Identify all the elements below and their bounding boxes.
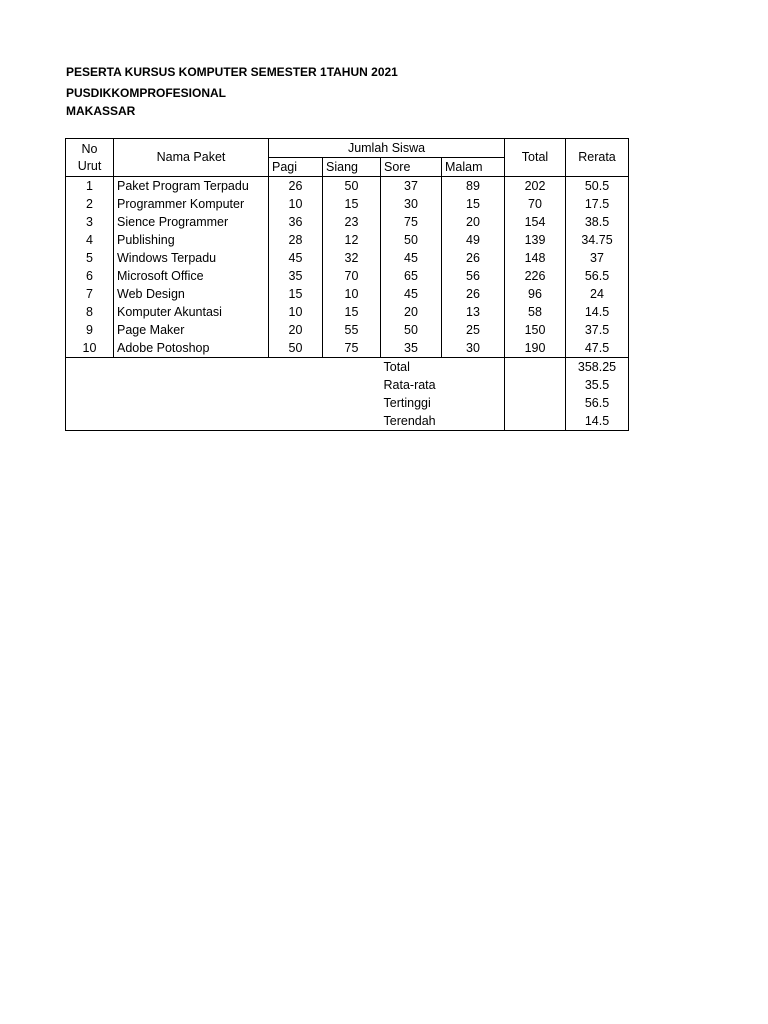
- cell-pagi: 10: [269, 303, 323, 321]
- cell-pagi: 28: [269, 231, 323, 249]
- cell-siang: 15: [323, 195, 381, 213]
- cell-total: 139: [505, 231, 566, 249]
- cell-pagi: 36: [269, 213, 323, 231]
- cell-sore: 30: [381, 195, 442, 213]
- cell-malam: 49: [442, 231, 505, 249]
- cell-nama-paket: Page Maker: [114, 321, 269, 339]
- summary-row: [66, 376, 629, 394]
- cell-total: 148: [505, 249, 566, 267]
- cell-siang: 10: [323, 285, 381, 303]
- cell-siang: 12: [323, 231, 381, 249]
- cell-nama-paket: Web Design: [114, 285, 269, 303]
- table-row: [66, 177, 629, 196]
- cell-sore: 50: [381, 231, 442, 249]
- summary-value: 56.5: [566, 394, 629, 412]
- cell-siang: 32: [323, 249, 381, 267]
- cell-no: 2: [66, 195, 114, 213]
- header-pagi: Pagi: [269, 158, 323, 177]
- summary-total-blank: [505, 394, 566, 412]
- summary-value: 358.25: [566, 358, 629, 377]
- cell-siang: 70: [323, 267, 381, 285]
- summary-blank: [66, 394, 381, 412]
- document-title: PESERTA KURSUS KOMPUTER SEMESTER 1TAHUN 2021: [66, 65, 398, 79]
- cell-rerata: 47.5: [566, 339, 629, 358]
- table-row: [66, 249, 629, 267]
- table-row: [66, 213, 629, 231]
- summary-label: Rata-rata: [381, 376, 505, 394]
- organization-name: PUSDIKKOMPROFESIONAL: [66, 86, 227, 100]
- header-rerata: Rerata: [566, 139, 629, 177]
- cell-siang: 23: [323, 213, 381, 231]
- cell-nama-paket: Programmer Komputer: [114, 195, 269, 213]
- cell-sore: 45: [381, 285, 442, 303]
- cell-nama-paket: Microsoft Office: [114, 267, 269, 285]
- cell-siang: 75: [323, 339, 381, 358]
- cell-nama-paket: Windows Terpadu: [114, 249, 269, 267]
- summary-label: Tertinggi: [381, 394, 505, 412]
- table-row: [66, 231, 629, 249]
- cell-nama-paket: Komputer Akuntasi: [114, 303, 269, 321]
- summary-value: 35.5: [566, 376, 629, 394]
- summary-blank: [66, 358, 381, 377]
- cell-nama-paket: Sience Programmer: [114, 213, 269, 231]
- cell-pagi: 45: [269, 249, 323, 267]
- cell-siang: 15: [323, 303, 381, 321]
- cell-rerata: 14.5: [566, 303, 629, 321]
- cell-total: 202: [505, 177, 566, 196]
- cell-malam: 20: [442, 213, 505, 231]
- table-row: [66, 195, 629, 213]
- cell-pagi: 15: [269, 285, 323, 303]
- cell-nama-paket: Paket Program Terpadu: [114, 177, 269, 196]
- cell-siang: 55: [323, 321, 381, 339]
- summary-total-blank: [505, 412, 566, 431]
- table-row: [66, 321, 629, 339]
- summary-total-blank: [505, 358, 566, 377]
- cell-rerata: 37.5: [566, 321, 629, 339]
- summary-value: 14.5: [566, 412, 629, 431]
- header-siang: Siang: [323, 158, 381, 177]
- cell-total: 58: [505, 303, 566, 321]
- cell-rerata: 34.75: [566, 231, 629, 249]
- summary-row: [66, 394, 629, 412]
- summary-total-blank: [505, 376, 566, 394]
- cell-total: 150: [505, 321, 566, 339]
- table-row: [66, 339, 629, 358]
- header-nama-paket: Nama Paket: [114, 139, 269, 177]
- cell-pagi: 26: [269, 177, 323, 196]
- cell-sore: 75: [381, 213, 442, 231]
- summary-blank: [66, 412, 381, 431]
- cell-sore: 20: [381, 303, 442, 321]
- cell-rerata: 24: [566, 285, 629, 303]
- cell-total: 154: [505, 213, 566, 231]
- cell-nama-paket: Adobe Potoshop: [114, 339, 269, 358]
- summary-label: Total: [381, 358, 505, 377]
- cell-sore: 37: [381, 177, 442, 196]
- cell-no: 7: [66, 285, 114, 303]
- header-sore: Sore: [381, 158, 442, 177]
- cell-no: 10: [66, 339, 114, 358]
- summary-row: [66, 358, 629, 377]
- participants-table: [65, 138, 629, 431]
- cell-pagi: 10: [269, 195, 323, 213]
- cell-malam: 15: [442, 195, 505, 213]
- cell-malam: 26: [442, 285, 505, 303]
- cell-no: 3: [66, 213, 114, 231]
- cell-no: 4: [66, 231, 114, 249]
- cell-rerata: 50.5: [566, 177, 629, 196]
- cell-sore: 45: [381, 249, 442, 267]
- cell-no: 5: [66, 249, 114, 267]
- cell-pagi: 50: [269, 339, 323, 358]
- cell-malam: 30: [442, 339, 505, 358]
- cell-malam: 25: [442, 321, 505, 339]
- header-no-urut: [66, 139, 114, 177]
- summary-label: Terendah: [381, 412, 505, 431]
- cell-sore: 35: [381, 339, 442, 358]
- cell-no: 9: [66, 321, 114, 339]
- cell-sore: 65: [381, 267, 442, 285]
- summary-row: [66, 412, 629, 431]
- cell-no: 8: [66, 303, 114, 321]
- cell-no: 6: [66, 267, 114, 285]
- header-total: Total: [505, 139, 566, 177]
- cell-rerata: 17.5: [566, 195, 629, 213]
- cell-total: 226: [505, 267, 566, 285]
- header-jumlah-siswa: Jumlah Siswa: [269, 139, 505, 158]
- table-row: [66, 303, 629, 321]
- cell-malam: 26: [442, 249, 505, 267]
- cell-sore: 50: [381, 321, 442, 339]
- header-no-line1: No: [81, 141, 98, 156]
- header-no-line2: Urut: [77, 158, 102, 173]
- cell-rerata: 38.5: [566, 213, 629, 231]
- summary-blank: [66, 376, 381, 394]
- cell-total: 96: [505, 285, 566, 303]
- cell-pagi: 35: [269, 267, 323, 285]
- cell-no: 1: [66, 177, 114, 196]
- cell-rerata: 37: [566, 249, 629, 267]
- cell-malam: 13: [442, 303, 505, 321]
- header-malam: Malam: [442, 158, 505, 177]
- cell-siang: 50: [323, 177, 381, 196]
- city-name: MAKASSAR: [66, 104, 136, 118]
- cell-malam: 56: [442, 267, 505, 285]
- cell-total: 70: [505, 195, 566, 213]
- cell-total: 190: [505, 339, 566, 358]
- cell-malam: 89: [442, 177, 505, 196]
- cell-nama-paket: Publishing: [114, 231, 269, 249]
- table-row: [66, 285, 629, 303]
- cell-pagi: 20: [269, 321, 323, 339]
- table-row: [66, 267, 629, 285]
- cell-rerata: 56.5: [566, 267, 629, 285]
